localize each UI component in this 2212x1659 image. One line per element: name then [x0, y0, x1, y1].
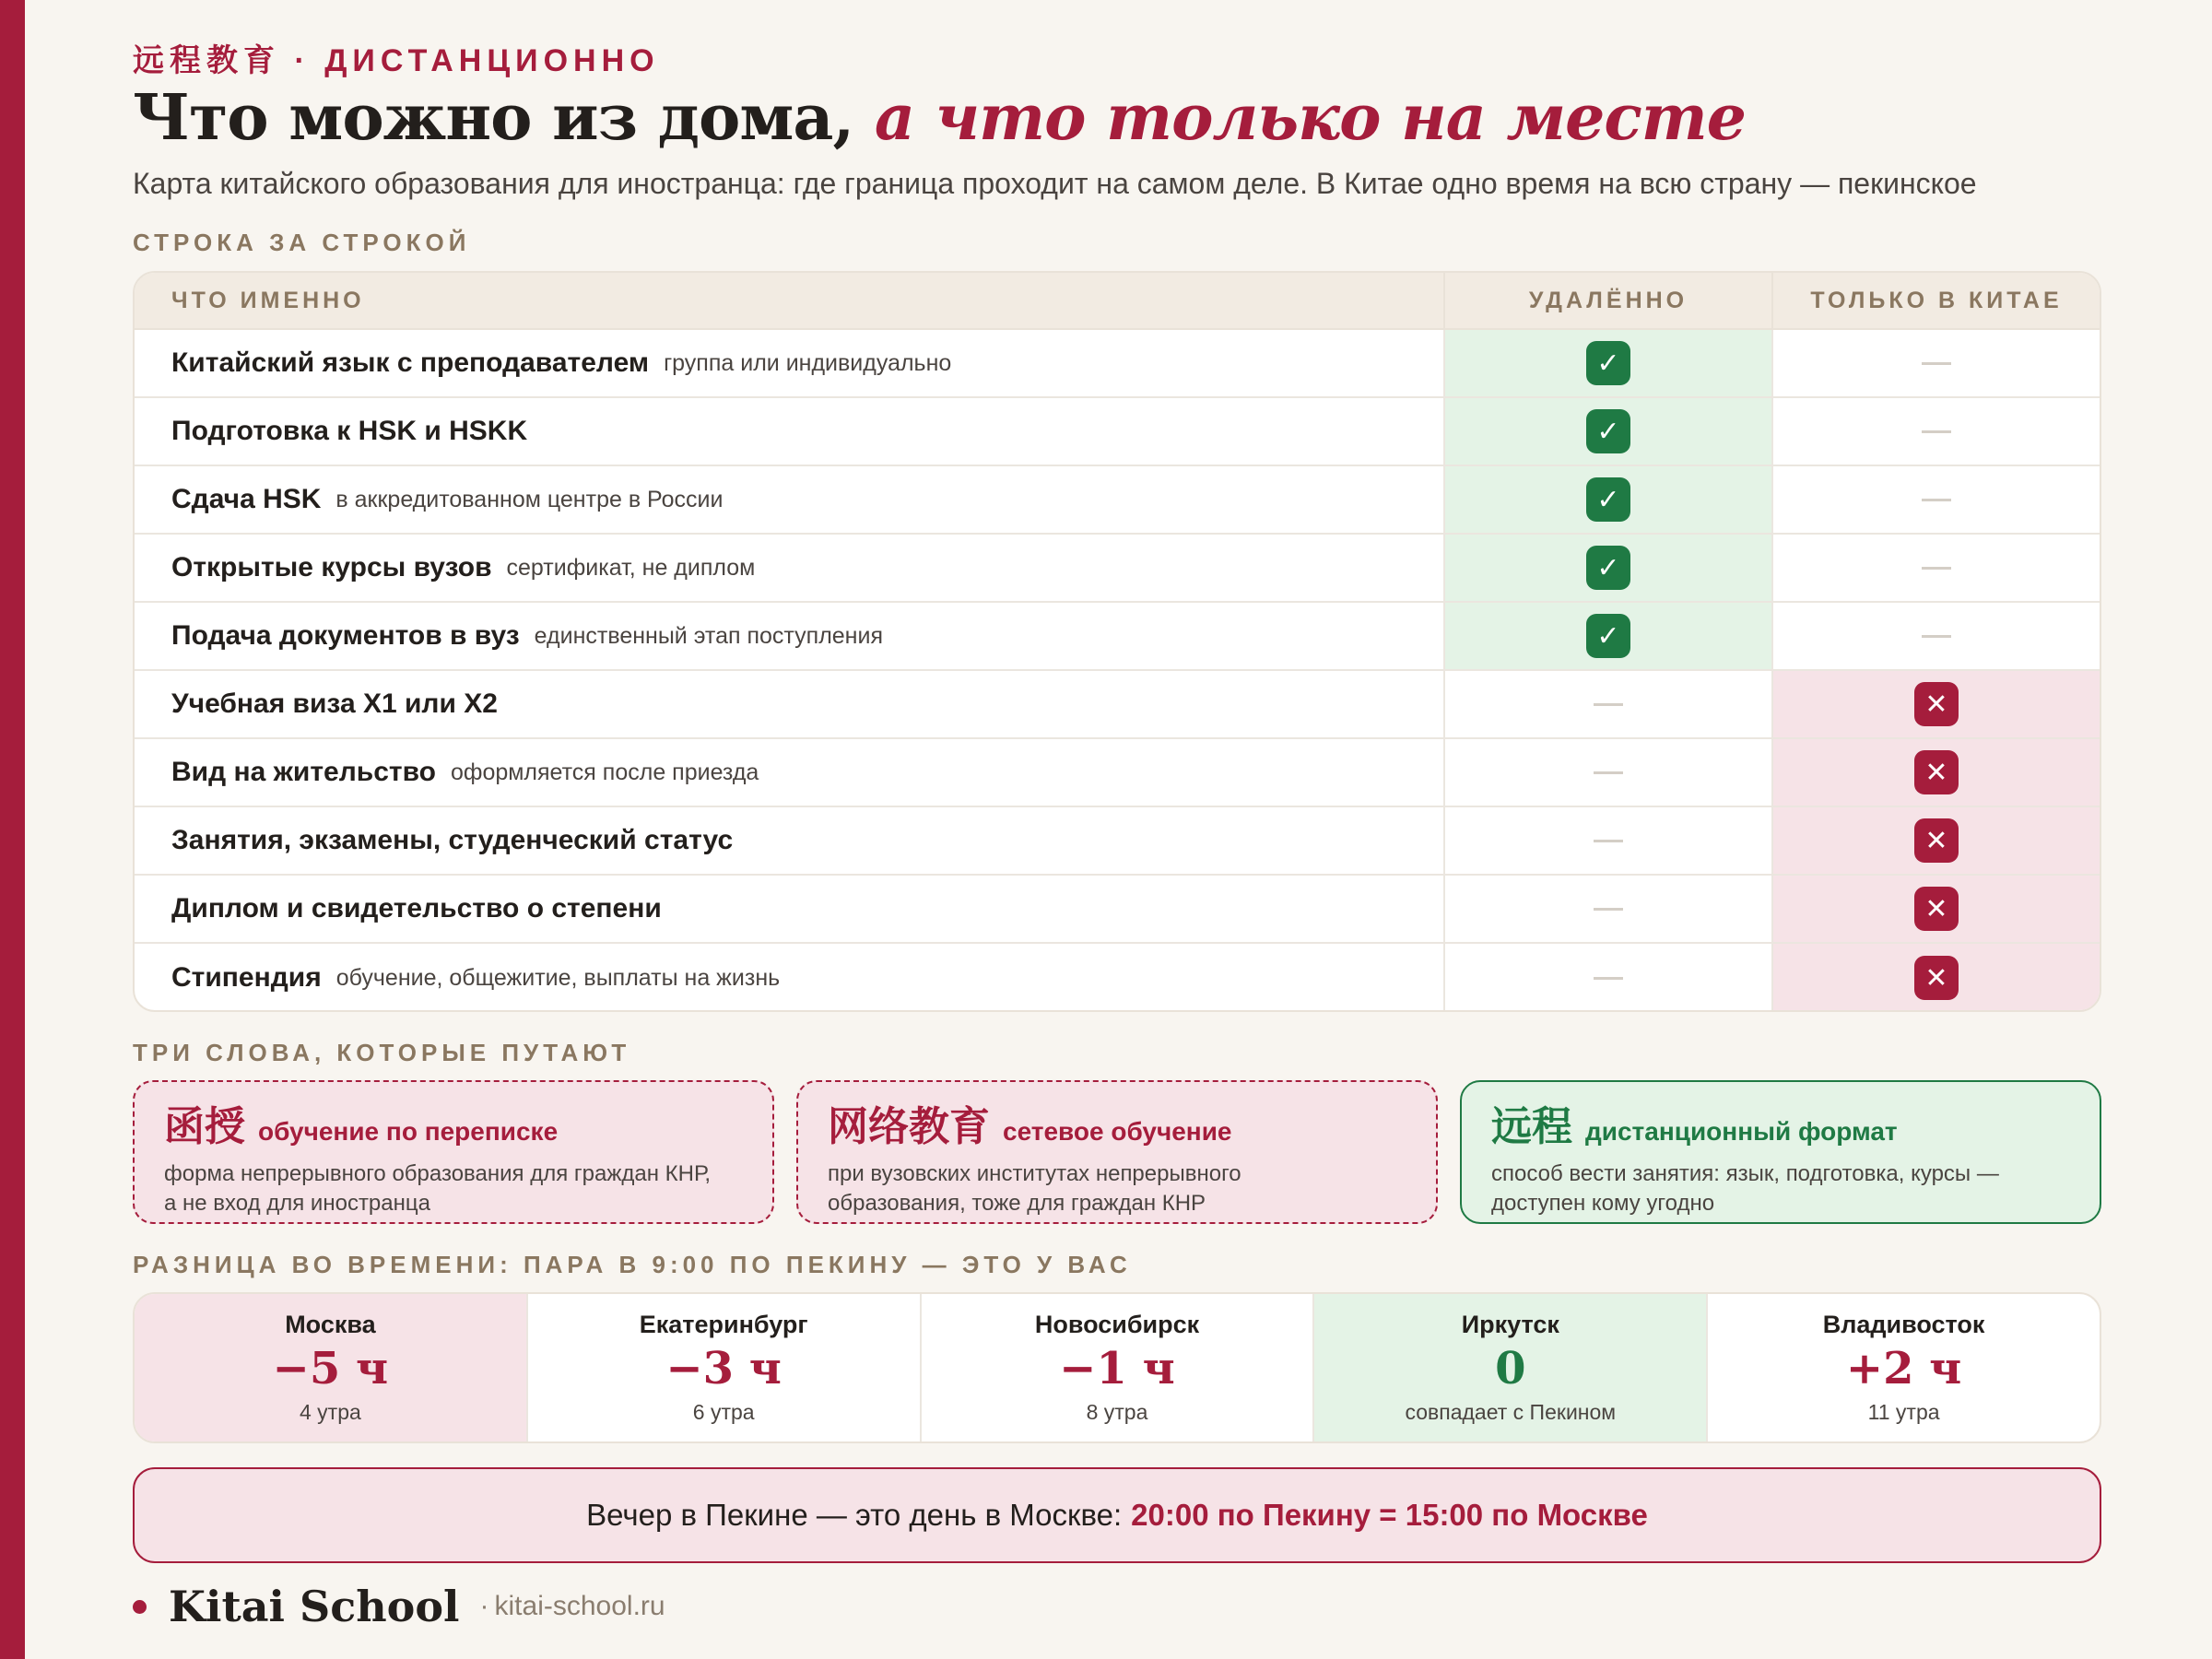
row-label [135, 398, 1445, 465]
cell-china [1773, 739, 2100, 806]
row-label [135, 807, 1445, 874]
cell-remote [1445, 398, 1773, 465]
zone-yekaterinburg [528, 1294, 922, 1441]
eyebrow: 远程教育 · ДИСТАНЦИОННО [133, 43, 660, 78]
cell-china [1773, 535, 2100, 601]
term-russian: дистанционный формат [1585, 1117, 1898, 1146]
cell-remote [1445, 944, 1773, 1012]
table-row [135, 739, 2100, 807]
table-row [135, 876, 2100, 944]
row-note: обучение, общежитие, выплаты на жизнь [335, 964, 781, 991]
check-icon: ✓ [1586, 477, 1630, 522]
term-description-line: образования, тоже для граждан КНР [828, 1191, 1206, 1216]
row-note: оформляется после приезда [450, 759, 759, 785]
row-name: Вид на жительство [171, 757, 436, 787]
page-title [133, 81, 1746, 155]
row-name: Сдача HSK [171, 484, 322, 514]
term-cards [133, 1080, 2101, 1224]
cell-china [1773, 603, 2100, 669]
cell-china [1773, 330, 2100, 396]
title-accent: а что только на месте [874, 81, 1746, 155]
zone-novosibirsk [922, 1294, 1315, 1441]
brand-name: Kitai School [169, 1582, 460, 1631]
row-name: Учебная виза X1 или X2 [171, 688, 498, 719]
row-name: Занятия, экзамены, студенческий статус [171, 825, 734, 855]
table-header [135, 273, 2100, 330]
banner-text: Вечер в Пекине — это день в Москве: [586, 1498, 1123, 1532]
table-row [135, 671, 2100, 739]
cell-china [1773, 944, 2100, 1012]
zone-irkutsk [1314, 1294, 1708, 1441]
comparison-table [133, 271, 2101, 1012]
zone-city: Иркутск [1461, 1311, 1559, 1338]
check-icon: ✓ [1586, 546, 1630, 590]
zone-difference: −1 ч [1059, 1343, 1175, 1394]
zone-local-time: 11 утра [1867, 1400, 1940, 1424]
check-icon: ✓ [1586, 614, 1630, 658]
dash-icon [1594, 771, 1623, 774]
zone-city: Екатеринбург [639, 1311, 808, 1338]
section-label-table: СТРОКА ЗА СТРОКОЙ [133, 229, 471, 256]
dash-icon [1594, 908, 1623, 911]
dash-icon [1594, 703, 1623, 706]
cell-china [1773, 466, 2100, 533]
row-note: единственный этап поступления [534, 622, 883, 649]
cell-remote [1445, 466, 1773, 533]
term-chinese: 函授 [164, 1104, 245, 1149]
cross-icon: ✕ [1914, 750, 1959, 794]
term-description-line: а не вход для иностранца [164, 1191, 430, 1216]
check-icon: ✓ [1586, 341, 1630, 385]
row-label [135, 876, 1445, 942]
section-label-zones: РАЗНИЦА ВО ВРЕМЕНИ: ПАРА В 9:00 ПО ПЕКИНУ — ЭТО У ВАС [133, 1251, 1132, 1278]
cell-china [1773, 807, 2100, 874]
row-name: Диплом и свидетельство о степени [171, 893, 662, 924]
row-name: Подготовка к HSK и HSKK [171, 416, 528, 446]
row-note: в аккредитованном центре в России [335, 486, 724, 512]
zone-city: Москва [285, 1311, 376, 1338]
zone-local-time: 8 утра [1086, 1400, 1148, 1424]
footer [133, 1582, 665, 1631]
row-name: Китайский язык с преподавателем [171, 347, 650, 378]
column-header-what: ЧТО ИМЕННО [135, 273, 1445, 328]
dash-icon [1922, 635, 1951, 638]
cross-icon: ✕ [1914, 887, 1959, 931]
term-description [1491, 1159, 2070, 1218]
row-name: Стипендия [171, 962, 322, 993]
dash-icon [1922, 430, 1951, 433]
zone-vladivostok [1708, 1294, 2100, 1441]
table-row [135, 330, 2100, 398]
row-name: Подача документов в вуз [171, 620, 520, 651]
zone-local-time: совпадает с Пекином [1405, 1400, 1617, 1424]
cell-remote [1445, 807, 1773, 874]
zone-difference: −3 ч [665, 1343, 782, 1394]
cell-remote [1445, 535, 1773, 601]
term-russian: обучение по переписке [258, 1117, 559, 1146]
row-label [135, 739, 1445, 806]
row-label [135, 535, 1445, 601]
term-description [828, 1159, 1406, 1218]
row-label [135, 466, 1445, 533]
term-description-line: при вузовских институтах непрерывного [828, 1161, 1241, 1186]
term-chinese: 网络教育 [828, 1104, 990, 1149]
zone-difference: +2 ч [1845, 1343, 1962, 1394]
term-card-hanshou [133, 1080, 774, 1224]
table-row [135, 944, 2100, 1012]
website-link[interactable]: kitai-school.ru [494, 1591, 665, 1621]
dash-icon [1922, 362, 1951, 365]
term-russian: сетевое обучение [1003, 1117, 1232, 1146]
zone-difference: −5 ч [272, 1343, 389, 1394]
term-description [164, 1159, 743, 1218]
zone-city: Новосибирск [1034, 1311, 1200, 1338]
term-description-line: способ вести занятия: язык, подготовка, курсы — [1491, 1161, 1999, 1186]
cell-remote [1445, 739, 1773, 806]
zone-difference: 0 [1495, 1343, 1526, 1394]
cell-remote [1445, 603, 1773, 669]
accent-side-bar [0, 0, 25, 1659]
zone-local-time: 6 утра [692, 1400, 755, 1424]
cell-china [1773, 671, 2100, 737]
row-note: сертификат, не диплом [506, 554, 756, 581]
cross-icon: ✕ [1914, 818, 1959, 863]
column-header-remote: УДАЛЁННО [1445, 273, 1773, 328]
zone-local-time: 4 утра [299, 1400, 361, 1424]
check-icon: ✓ [1586, 409, 1630, 453]
cell-china [1773, 876, 2100, 942]
column-header-china: ТОЛЬКО В КИТАЕ [1810, 287, 2063, 313]
cell-remote [1445, 330, 1773, 396]
table-row [135, 535, 2100, 603]
dash-icon [1594, 840, 1623, 842]
title-main: Что можно из дома, [133, 81, 854, 155]
row-label [135, 330, 1445, 396]
zone-city: Владивосток [1822, 1311, 1985, 1338]
section-label-terms: ТРИ СЛОВА, КОТОРЫЕ ПУТАЮТ [133, 1039, 631, 1066]
table-row [135, 398, 2100, 466]
dash-icon [1594, 977, 1623, 980]
cell-china [1773, 398, 2100, 465]
term-chinese: 远程 [1491, 1104, 1572, 1149]
row-note: группа или индивидуально [664, 349, 952, 376]
cross-icon: ✕ [1914, 682, 1959, 726]
row-label [135, 671, 1445, 737]
cell-remote [1445, 876, 1773, 942]
term-description-line: форма непрерывного образования для граждан КНР, [164, 1161, 712, 1186]
subtitle: Карта китайского образования для иностранца: где граница проходит на самом деле. В Китае одно время на всю страну — пекинское [133, 167, 1977, 200]
row-label [135, 944, 1445, 1012]
row-label [135, 603, 1445, 669]
time-zone-strip [133, 1292, 2101, 1443]
zone-moscow [135, 1294, 528, 1441]
table-row [135, 466, 2100, 535]
row-name: Открытые курсы вузов [171, 552, 492, 582]
term-card-wangluo [796, 1080, 1438, 1224]
table-body [135, 330, 2100, 1012]
dash-icon [1922, 499, 1951, 501]
term-card-yuancheng [1460, 1080, 2101, 1224]
footer-separator: · [479, 1591, 489, 1621]
cross-icon: ✕ [1914, 956, 1959, 1000]
term-description-line: доступен кому угодно [1491, 1191, 1715, 1216]
table-row [135, 807, 2100, 876]
banner-highlight: 20:00 по Пекину = 15:00 по Москве [1131, 1498, 1648, 1532]
cell-remote [1445, 671, 1773, 737]
time-example-banner [133, 1467, 2101, 1563]
brand-dot-icon [133, 1600, 147, 1614]
dash-icon [1922, 567, 1951, 570]
table-row [135, 603, 2100, 671]
